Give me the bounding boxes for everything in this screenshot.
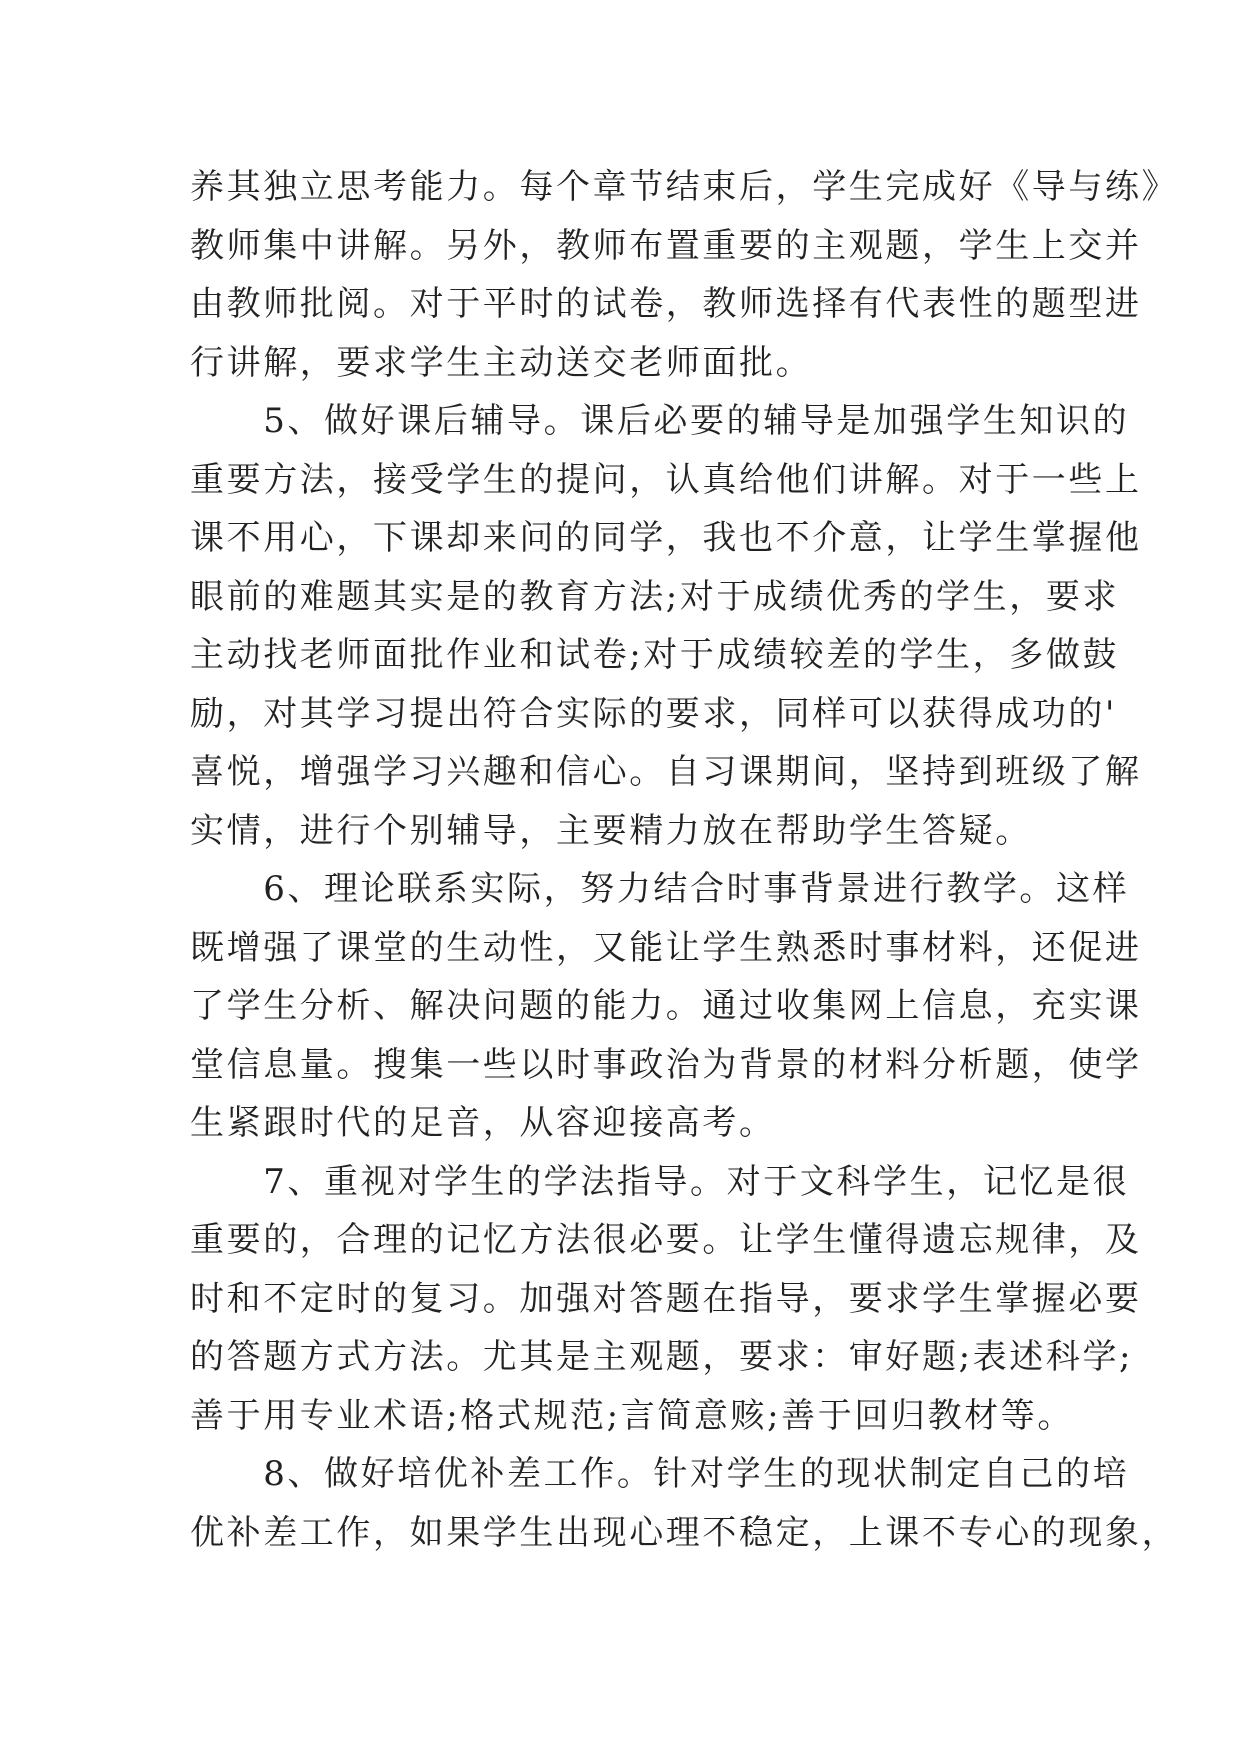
- text-line: 教师集中讲解。另外，教师布置重要的主观题，学生上交并: [190, 225, 1142, 266]
- text-line: 养其独立思考能力。每个章节结束后，学生完成好《导与练》: [190, 167, 1179, 207]
- text-line: 时和不定时的复习。加强对答题在指导，要求学生掌握必要: [190, 1278, 1142, 1319]
- text-line: 眼前的难题其实是的教育方法;对于成绩优秀的学生，要求: [190, 576, 1120, 617]
- text-line: 堂信息量。搜集一些以时事政治为背景的材料分析题，使学: [190, 1044, 1142, 1085]
- text-line: 既增强了课堂的生动性，又能让学生熟悉时事材料，还促进: [190, 927, 1142, 968]
- paragraph-5-first-line: 5、做好课后辅导。课后必要的辅导是加强学生知识的: [190, 401, 1130, 441]
- text-line: 重要方法，接受学生的提问，认真给他们讲解。对于一些上: [190, 459, 1142, 500]
- paragraph-7-first-line: 7、重视对学生的学法指导。对于文科学生，记忆是很: [190, 1161, 1130, 1202]
- text-line: 课不用心，下课却来问的同学，我也不介意，让学生掌握他: [190, 518, 1142, 558]
- text-line: 主动找老师面批作业和试卷;对于成绩较差的学生，多做鼓: [190, 635, 1120, 675]
- paragraph-6-first-line: 6、理论联系实际，努力结合时事背景进行教学。这样: [190, 869, 1130, 909]
- text-line: 喜悦，增强学习兴趣和信心。自习课期间，坚持到班级了解: [190, 752, 1142, 792]
- text-line: 励，对其学习提出符合实际的要求，同样可以获得成功的': [190, 693, 1117, 734]
- text-line: 由教师批阅。对于平时的试卷，教师选择有代表性的题型进: [190, 284, 1142, 324]
- text-line: 善于用专业术语;格式规范;言简意赅;善于回归教材等。: [190, 1395, 1074, 1436]
- paragraph-8-first-line: 8、做好培优补差工作。针对学生的现状制定自己的培: [190, 1454, 1130, 1494]
- text-line: 了学生分析、解决问题的能力。通过收集网上信息，充实课: [190, 986, 1142, 1026]
- text-line: 实情，进行个别辅导，主要精力放在帮助学生答疑。: [190, 810, 1032, 851]
- text-line: 的答题方式方法。尤其是主观题，要求：审好题;表述科学;: [190, 1337, 1134, 1377]
- document-body: [190, 158, 1179, 1562]
- text-line: 生紧跟时代的足音，从容迎接高考。: [190, 1103, 776, 1143]
- text-line: 行讲解，要求学生主动送交老师面批。: [190, 342, 813, 383]
- text-line: 优补差工作，如果学生出现心理不稳定，上课不专心的现象，: [190, 1512, 1179, 1553]
- text-line: 重要的，合理的记忆方法很必要。让学生懂得遗忘规律，及: [190, 1220, 1142, 1260]
